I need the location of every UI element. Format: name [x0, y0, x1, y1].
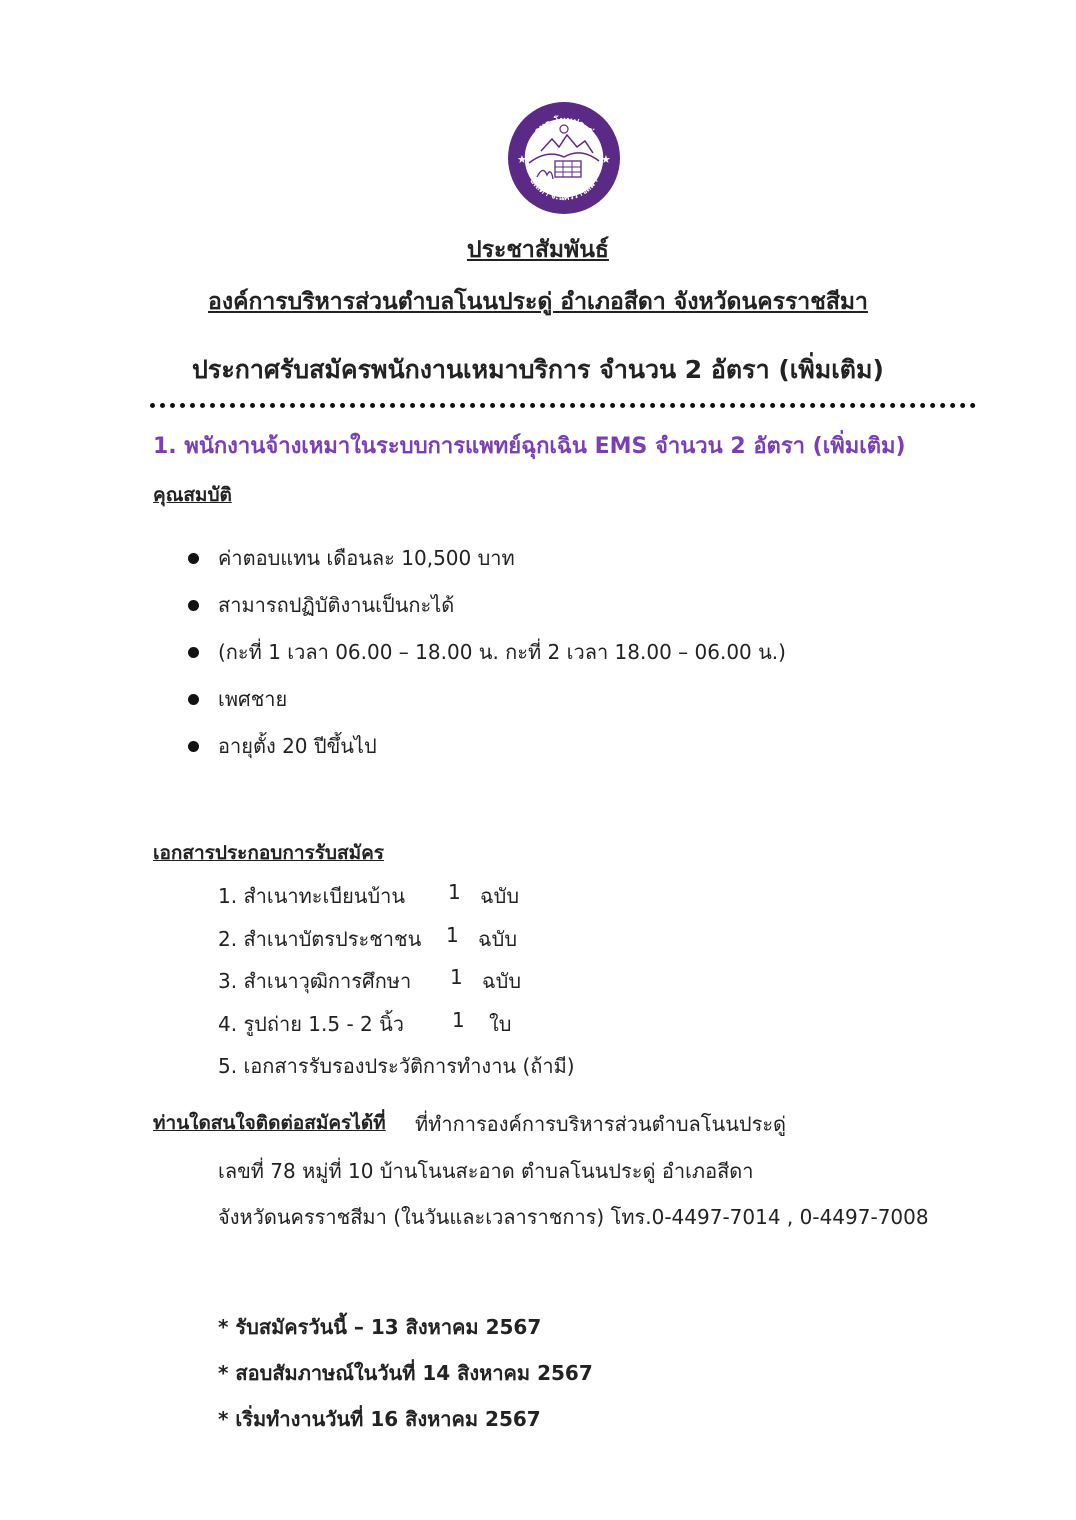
document-item [218, 1008, 512, 1040]
dotted-divider [150, 403, 976, 408]
document-unit: ใบ [489, 1012, 512, 1036]
list-item: (กะที่ 1 เวลา 06.00 – 18.00 น. กะที่ 2 เวลา 18.00 – 06.00 น.) [188, 639, 786, 686]
document-item [218, 965, 522, 997]
qualifications-list [188, 545, 786, 780]
document-name: 1. สำเนาทะเบียนบ้าน [218, 884, 406, 908]
document-qty: 1 [446, 923, 459, 947]
announcement-title: ประกาศรับสมัครพนักงานเหมาบริการ จำนวน 2 อัตรา (เพิ่มเติม) [192, 355, 884, 384]
date-item: * เริ่มทำงานวันที่ 16 สิงหาคม 2567 [218, 1407, 541, 1431]
list-item: สามารถปฏิบัติงานเป็นกะได้ [188, 592, 786, 639]
document-item [218, 1050, 575, 1082]
qualifications-heading: คุณสมบัติ [153, 484, 232, 506]
document-unit: ฉบับ [482, 969, 522, 993]
contact-address: เลขที่ 78 หมู่ที่ 10 บ้านโนนสะอาด ตำบลโนนประดู่ อำเภอสีดา [218, 1159, 754, 1183]
seal-star-right-icon: ★ [601, 153, 611, 166]
contact-phone: จังหวัดนครราชสีมา (ในวันและเวลาราชการ) โทร.0-4497-7014 , 0-4497-7008 [218, 1205, 929, 1229]
document-unit: ฉบับ [480, 884, 520, 908]
seal-bottom-text: อ.สีดา จ.นครราชสีมา [527, 176, 601, 204]
contact-office: ที่ทำการองค์การบริหารส่วนตำบลโนนประดู่ [415, 1112, 787, 1136]
date-item: * รับสมัครวันนี้ – 13 สิงหาคม 2567 [218, 1315, 542, 1339]
list-item: อายุตั้ง 20 ปีขึ้นไป [188, 733, 786, 780]
list-item: ค่าตอบแทน เดือนละ 10,500 บาท [188, 545, 786, 592]
position-title: 1. พนักงานจ้างเหมาในระบบการแพทย์ฉุกเฉิน EMS จำนวน 2 อัตรา (เพิ่มเติม) [153, 434, 906, 459]
document-name: 4. รูปถ่าย 1.5 - 2 นิ้ว [218, 1012, 405, 1036]
document-item [218, 923, 518, 955]
document-item [218, 880, 520, 912]
document-name: 2. สำเนาบัตรประชาชน [218, 927, 422, 951]
document-qty: 1 [448, 880, 461, 904]
seal-star-left-icon: ★ [517, 153, 527, 166]
document-qty: 1 [450, 965, 463, 989]
date-item: * สอบสัมภาษณ์ในวันที่ 14 สิงหาคม 2567 [218, 1361, 593, 1385]
page-title: ประชาสัมพันธ์ [467, 237, 609, 263]
document-unit: ฉบับ [478, 927, 518, 951]
documents-heading: เอกสารประกอบการรับสมัคร [153, 842, 385, 864]
document-name: 3. สำเนาวุฒิการศึกษา [218, 969, 412, 993]
list-item: เพศชาย [188, 686, 786, 733]
contact-heading: ท่านใดสนใจติดต่อสมัครได้ที่ [153, 1112, 386, 1134]
seal-top-text: อบต.โนนประดู่ [532, 115, 595, 137]
document-qty: 1 [452, 1008, 465, 1032]
organization-seal [507, 101, 621, 215]
organization-name: องค์การบริหารส่วนตำบลโนนประดู่ อำเภอสีดา จังหวัดนครราชสีมา [208, 289, 868, 315]
document-name: 5. เอกสารรับรองประวัติการทำงาน (ถ้ามี) [218, 1054, 575, 1078]
